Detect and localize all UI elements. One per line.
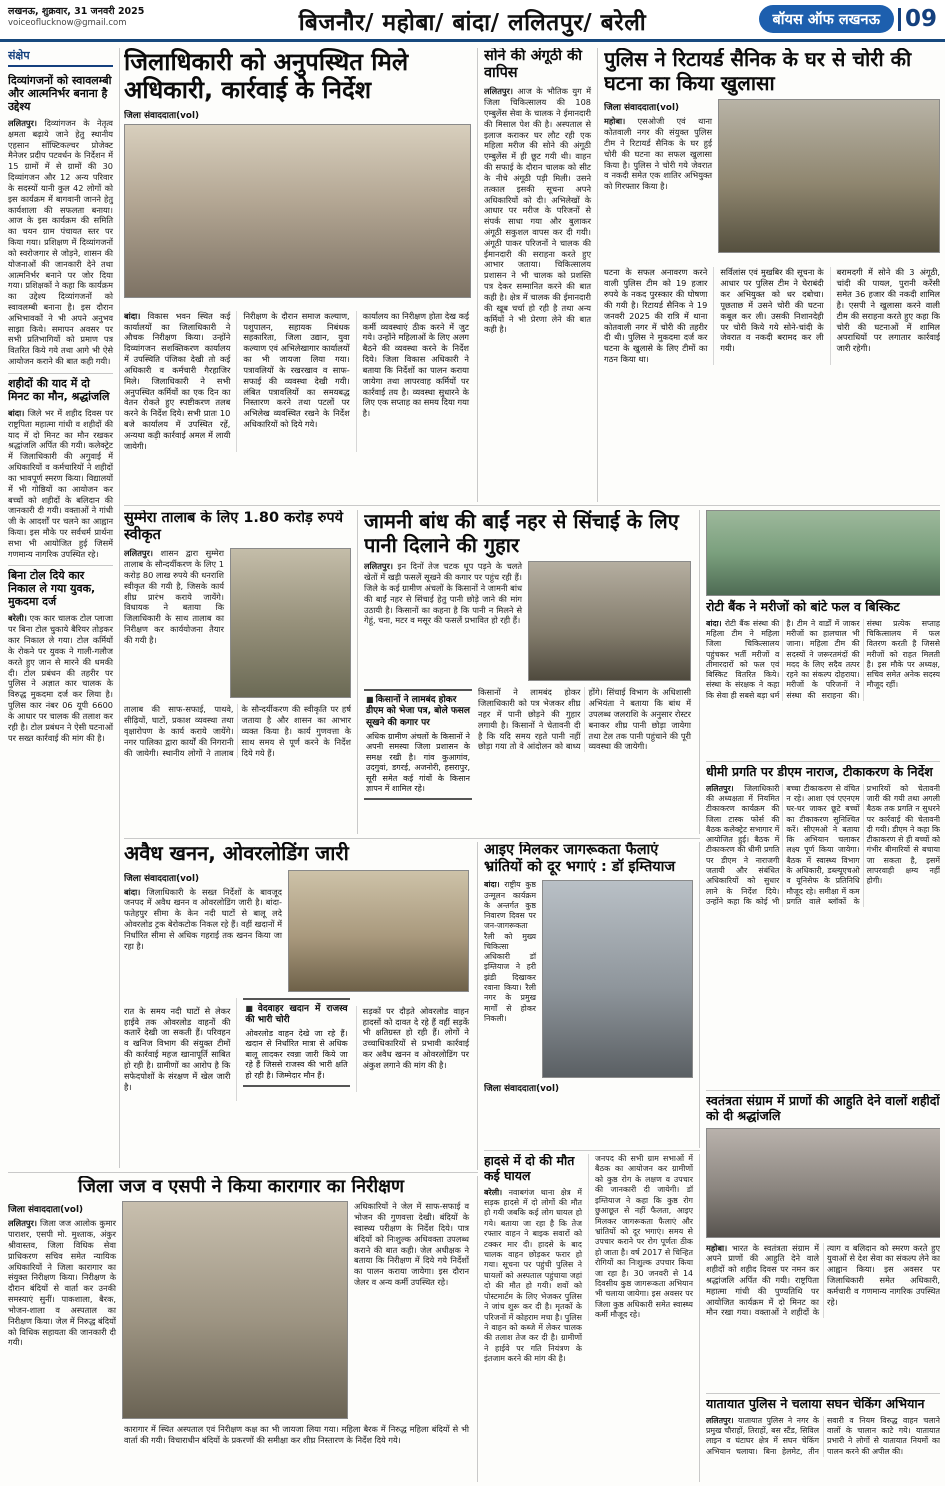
- article-body: बांदा। जिलाधिकारी के सख्त निर्देशों के बावजूद जनपद में अवैध खनन व ओवरलोडिंग जारी है। बांदा-फतेहपुर सीमा के केन नदी घाटों से बालू लदे ओवरलोड ट्रक बेरोकटोक निकल रहे हैं। वहीं खदानों में निर्धारित सीमा से अधिक गहराई तक खनन किया जा रहा है।: [124, 886, 282, 951]
- article-dateline: ललितपुर।: [364, 561, 393, 572]
- divider: [484, 1150, 700, 1151]
- article-headline: धीमी प्रगति पर डीएम नाराज, टीकाकरण के निर्देश: [706, 765, 933, 779]
- article-body: ललितपुर। शासन द्वारा सुम्मेरा तालाब के सौन्दर्यीकरण के लिए 1 करोड़ 80 लाख रुपये की धनराशि स्वीकृत की गयी है, जिसके कार्य शीघ्र प्रारंभ कराये जायेंगे। विधायक ने बताया कि जिलाधिकारी के साथ तालाब का निरीक्षण कर कार्ययोजना तैयार की गयी है।: [124, 548, 224, 645]
- article-dateline: ललितपुर।: [484, 86, 513, 97]
- photo-mining-trucks: [288, 870, 469, 992]
- article-lead-col: [604, 99, 712, 192]
- article-vaccination: [706, 765, 940, 1087]
- article-martyrs-tribute: [706, 1094, 940, 1390]
- region-strip: बिजनौर/ महोबा/ बांदा/ ललितपुर/ बरेली: [298, 10, 647, 36]
- page-number: 09: [898, 8, 937, 31]
- photo-tribute-meeting: [706, 1128, 940, 1238]
- article-traffic-checking: [706, 1397, 940, 1482]
- article-headline: जिलाधिकारी को अनुपस्थित मिले अधिकारी, कार्रवाई के निर्देश: [124, 48, 409, 105]
- brief-body: बरेली। एक कार चालक टोल प्लाजा पर बिना टोल चुकाये बैरियर तोड़कर कार निकाल ले गया। टोल कर्मियों के रोकने पर युवक ने गाली-गलौज करते हुए जान से मारने की धमकी दी। टोल प्रबंधन की तहरीर पर पुलिस ने अज्ञात कार चालक के विरुद्ध मुकदमा दर्ज कर लिया है। पुलिस कार नंबर 06 यूपी 6600 के आधार पर चालक की तलाश कर रही है। टोल प्रबंधन ने ऐसी घटनाओं पर सख्त कार्रवाई की मांग की है।: [8, 613, 113, 743]
- divider: [706, 761, 940, 762]
- article-lead-col: [8, 1201, 116, 1348]
- highlight-body: अधिक ग्रामीण अंचलों के किसानों ने अपनी समस्या जिला प्रशासन के समक्ष रखी है। गांव कुआगांव, उदगुवां, डगरई, अजनोरी, हसरापुर, सूरी समेत कई गांवों के किसान ज्ञापन में शामिल रहे।: [366, 731, 470, 793]
- square-bullet-icon: ■: [245, 1003, 256, 1013]
- article-body: ललितपुर। यातायात पुलिस ने नगर के प्रमुख चौराहों, तिराहों, बस स्टैंड, सिविल लाइन व घंटाघर क्षेत्र में सघन चेकिंग अभियान चलाया। बिना हेलमेट, तीन सवारी व नियम विरुद्ध वाहन चलाने वालों के चालान काटे गये। यातायात प्रभारी ने लोगों से यातायात नियमों का पालन करने की अपील की।: [706, 1415, 940, 1456]
- photo-police-team: [718, 99, 940, 253]
- article-headline: सोने की अंगूठी की वापिस: [484, 48, 582, 82]
- brief-item: [8, 71, 113, 374]
- article-body-col: अधिकारियों ने जेल में साफ-सफाई व भोजन की गुणवत्ता देखी। बंदियों के स्वास्थ्य परीक्षण के निर्देश दिये। पात्र बंदियों को निःशुल्क अधिवक्ता उपलब्ध कराने की बात कही। जेल अधीक्षक ने बताया कि निरीक्षण में दिये गये निर्देशों का पालन कराया जायेगा। इस दौरान जेलर व अन्य कर्मी उपस्थित रहे।: [354, 1201, 469, 1288]
- photo-awareness-rally: [542, 880, 693, 1078]
- highlight-title: ■ वेदवाहर खदान में राजस्व की भारी चोरी: [245, 1003, 348, 1025]
- article-dateline: बरेली।: [484, 1187, 503, 1197]
- article-body-col: बरामदगी में सोने की 3 अंगूठी, चांदी की पायल, पुरानी करेंसी समेत 36 हजार की नकदी शामिल है। एसपी ने खुलासा करने वाली टीम की सराहना करते हुए कहा कि चोरी की घटनाओं में शामिल अपराधियों पर लगातार कार्रवाई जारी रहेगी।: [830, 267, 940, 364]
- article-headline: अवैध खनन, ओवरलोडिंग जारी: [124, 842, 349, 865]
- article-gold-ring: [484, 48, 598, 502]
- byline: जिला संवाददाता(vol): [124, 110, 199, 121]
- photo-pond-visit: [230, 548, 351, 698]
- article-dateline: ललितपुर।: [706, 1415, 734, 1425]
- article-headline: रोटी बैंक ने मरीजों को बांटे फल व बिस्किट: [706, 599, 900, 614]
- photo-roti-bank: [706, 510, 940, 596]
- article-body: ललितपुर। जिलाधिकारी की अध्यक्षता में नियमित टीकाकरण कार्यक्रम की जिला टास्क फोर्स की बैठक कलेक्ट्रेट सभागार में आयोजित हुई। बैठक में टीकाकरण की धीमी प्रगति पर डीएम ने नाराजगी जतायी और संबंधित अधिकारियों को सुधार लाने के निर्देश दिये। उन्होंने कहा कि कोई भी बच्चा टीकाकरण से वंचित न रहे। आशा एवं एएनएम घर-घर जाकर छूटे बच्चों का टीकाकरण सुनिश्चित करें। सीएमओ ने बताया कि अभियान चलाकर लक्ष्य पूर्ण किया जायेगा। बैठक में स्वास्थ्य विभाग के अधिकारी, डब्ल्यूएचओ व यूनिसेफ के प्रतिनिधि मौजूद रहे। समीक्षा में कम प्रगति वाले ब्लॉकों के प्रभारियों को चेतावनी जारी की गयी तथा अगली बैठक तक प्रगति न सुधरने पर कार्रवाई की चेतावनी दी गयी। डीएम ने कहा कि टीकाकरण से ही बच्चों को गंभीर बीमारियों से बचाया जा सकता है, इसमें लापरवाही क्षम्य नहीं होगी।: [706, 783, 940, 906]
- article-awareness-continued: [588, 1154, 693, 1321]
- article-body: ललितपुर। आज के भौतिक युग में जिला चिकित्सालय की 108 एम्बुलेंस सेवा के चालक ने ईमानदारी की मिसाल पेश की है। अस्पताल से इलाज कराकर घर लौट रही एक महिला मरीज की सोने की अंगूठी एम्बुलेंस में ही छूट गयी थी। वाहन की सफाई के दौरान चालक को सीट के नीचे अंगूठी पड़ी मिली। उसने तत्काल इसकी सूचना अपने अधिकारियों को दी। अभिलेखों के आधार पर मरीज के परिजनों से संपर्क साधा गया और बुलाकर अंगूठी सकुशल वापस कर दी गयी। अंगूठी पाकर परिजनों ने चालक की ईमानदारी की सराहना करते हुए आभार जताया। चिकित्सालय प्रशासन ने भी चालक को प्रशस्ति पत्र देकर सम्मानित करने की बात कही है। क्षेत्र में चालक की ईमानदारी की खूब चर्चा हो रही है तथा अन्य कर्मियों ने भी प्रेरणा लेने की बात कही है।: [484, 86, 591, 335]
- article-headline: जामनी बांध की बाईं नहर से सिंचाई के लिए पानी दिलाने की गुहार: [364, 510, 679, 557]
- square-bullet-icon: ■: [366, 695, 374, 705]
- brief-dateline: ललितपुर।: [8, 117, 37, 128]
- article-dateline: ललितपुर।: [706, 783, 734, 793]
- brief-body: बांदा। जिले भर में शहीद दिवस पर राष्ट्रपिता महात्मा गांधी व शहीदों की याद में दो मिनट का मौन रखकर श्रद्धांजलि अर्पित की गयी। कलेक्ट्रेट में जिलाधिकारी की अगुवाई में अधिकारियों व कर्मचारियों ने शहीदों का भावपूर्ण स्मरण किया। विद्यालयों में भी गोष्ठियों का आयोजन कर बच्चों को शहीदों के बलिदान की जानकारी दी गयी। वक्ताओं ने गांधी जी के आदर्शों पर चलने का आह्वान किया। इस मौके पर सर्वधर्म प्रार्थना सभा भी आयोजित हुई जिसमें गणमान्य नागरिक उपस्थित रहे।: [8, 407, 113, 559]
- masthead-logo: बॉयस ऑफ लखनऊ: [759, 5, 894, 33]
- article-police-theft: [604, 48, 940, 502]
- article-headline: स्वतंत्रता संग्राम में प्राणों की आहुति देने वालों शहीदों को दी श्रद्धांजलि: [706, 1094, 940, 1123]
- article-dateline: बांदा।: [124, 310, 141, 321]
- date-text: लखनऊ, शुक्रवार, 31 जनवरी 2025: [8, 6, 145, 17]
- photo-office-inspection: [124, 124, 471, 298]
- brief-item: [8, 374, 113, 567]
- brief-headline: शहीदों की याद में दो मिनट का मौन, श्रद्धांजलि: [8, 376, 110, 403]
- article-body-cont: कारागार में स्थित अस्पताल एवं निरीक्षण कक्ष का भी जायजा लिया गया। महिला बैरक में निरुद्ध महिला बंदियों से भी वार्ता की गयी। विचाराधीन बंदियों के प्रकरणों की समीक्षा कर शीघ्र निस्तारण के निर्देश दिये गये।: [124, 1424, 469, 1446]
- article-body: ललितपुर। जिला जज आलोक कुमार पाराशर, एसपी मो. मुश्ताक, अंकुर श्रीवास्तव, जिला विधिक सेवा प्राधिकरण सचिव समेत न्यायिक अधिकारियों ने जिला कारागार का संयुक्त निरीक्षण किया। निरीक्षण के दौरान बंदियों से वार्ता कर उनकी समस्याएं सुनीं। पाकशाला, बैरक, भोजन-शाला व अस्पताल का निरीक्षण किया। जेल में निरुद्ध बंदियों को विधिक सहायता की जानकारी दी गयी।: [8, 1218, 116, 1348]
- brief-dateline: बांदा।: [8, 407, 25, 418]
- byline: जिला संवाददाता(vol): [484, 1084, 559, 1095]
- divider: [706, 1090, 940, 1091]
- highlight-box: [236, 998, 349, 1101]
- brief-body: ललितपुर। दिव्यांगजन के नेतृत्व क्षमता बढ़ाये जाने हेतु स्थानीय एहसान सॉफ्टिकल्चर प्रोजेक्ट मैनेजर प्रदीप पटवर्धन के निर्देशन में 15 ग्रामों में से ग्रामों की 30 दिव्यांगजन और 12 अन्य परिवार के सदस्यों यानी कुल 42 लोगों को इस कार्यक्रम में बागवानी जानने हेतु कार्यशाला की सफलता बनाया। आज के इस कार्यक्रम की समिति का चयन ग्राम पंचायत स्तर पर किया गया। प्रशिक्षण में दिव्यांगजनों को स्वरोजगार से जोड़ने, शासन की योजनाओं की जानकारी देने तथा आत्मनिर्भर बनाने पर जोर दिया गया। प्रशिक्षकों ने कहा कि कार्यक्रम का उद्देश्य दिव्यांगजनों को स्वावलम्बी बनाना है। इस दौरान अभिभावकों ने भी अपने अनुभव साझा किये। समापन अवसर पर सभी प्रतिभागियों को प्रमाण पत्र वितरित किये गये तथा आगे भी ऐसे आयोजन कराने की बात कही गयी।: [8, 117, 113, 367]
- highlight-title: ■ किसानों ने लामबंद होकर डीएम को भेजा पत्र, बोले फसल सूखने की कगार पर: [366, 695, 470, 728]
- article-dateline: बांदा।: [124, 886, 141, 897]
- article-body-col: निरीक्षण के दौरान समाज कल्याण, पशुपालन, सहायक निबंधक सहकारिता, जिला उद्यान, युवा कल्याण एवं अभिलेखागार कार्यालयों का भी जायजा लिया गया। पत्रावलियों के रखरखाव व साफ-सफाई की व्यवस्था देखी गयी। लंबित पत्रावलियों का समयबद्ध निस्तारण करने तथा पटलों पर अभिलेख व्यवस्थित रखने के निर्देश अधिकारियों को दिये गये।: [236, 311, 349, 452]
- photo-farmers-group: [528, 561, 691, 681]
- article-body: महोबा। एसओजी एवं थाना कोतवाली नगर की संयुक्त पुलिस टीम ने रिटायर्ड सैनिक के घर हुई चोरी की घटना का सफल खुलासा किया है। पुलिस ने चोरी गये जेवरात व नकदी समेत एक शातिर अभियुक्त को गिरफ्तार किया है।: [604, 116, 713, 192]
- article-roti-bank: [706, 510, 940, 758]
- article-illegal-mining: [124, 842, 478, 1170]
- article-body: महोबा। भारत के स्वतंत्रता संग्राम में अपने प्राणों की आहुति देने वाले शहीदों को शहीद दिवस पर नमन कर श्रद्धांजलि अर्पित की गयी। राष्ट्रपिता महात्मा गांधी की पुण्यतिथि पर आयोजित कार्यक्रम में दो मिनट का मौन रखा गया। वक्ताओं ने शहीदों के त्याग व बलिदान को स्मरण करते हुए युवाओं से देश सेवा का संकल्प लेने का आह्वान किया। इस अवसर पर जिलाधिकारी समेत अधिकारी, कर्मचारी व गणमान्य नागरिक उपस्थित रहे।: [706, 1242, 940, 1318]
- article-dm-inspection: [124, 48, 478, 502]
- article-body: बरेली। नवाबगंज थाना क्षेत्र में सड़क हादसे में दो लोगों की मौत हो गयी जबकि कई लोग घायल हो गये। बताया जा रहा है कि तेज रफ्तार वाहन ने बाइक सवारों को टक्कर मार दी। हादसे के बाद चालक वाहन छोड़कर फरार हो गया। सूचना पर पहुंची पुलिस ने घायलों को अस्पताल पहुंचाया जहां दो की मौत हो गयी। शवों को पोस्टमार्टम के लिए भेजकर पुलिस ने जांच शुरू कर दी है। मृतकों के परिजनों में कोहराम मचा है। पुलिस ने वाहन को कब्जे में लेकर चालक की तलाश तेज कर दी है। ग्रामीणों ने हाईवे पर गति नियंत्रण के इंतजाम करने की मांग की है।: [484, 1187, 582, 1364]
- masthead-block: [759, 5, 938, 33]
- byline: जिला संवाददाता(vol): [8, 1205, 83, 1216]
- byline: जिला संवाददाता(vol): [604, 103, 679, 114]
- article-body: बांदा। रोटी बैंक संस्था की महिला टीम ने महिला जिला चिकित्सालय पहुंचकर भर्ती मरीजों व तीमारदारों को फल एवं बिस्किट वितरित किये। संस्था के संरक्षक ने कहा कि सेवा ही सबसे बड़ा धर्म है। टीम ने वार्डों में जाकर मरीजों का हालचाल भी जाना। महिला टीम की सदस्यों ने जरूरतमंदों की मदद के लिए सदैव तत्पर रहने का संकल्प दोहराया। मरीजों के परिजनों ने संस्था की सराहना की। संस्था प्रत्येक सप्ताह चिकित्सालय में फल वितरण करती है जिससे मरीजों को राहत मिलती है। इस मौके पर अध्यक्ष, सचिव समेत अनेक सदस्य मौजूद रहीं।: [706, 618, 940, 700]
- brief-sidebar: [8, 48, 120, 1168]
- article-body-col: सर्विलांस एवं मुखबिर की सूचना के आधार पर पुलिस टीम ने घेराबंदी कर अभियुक्त को धर दबोचा। पूछताछ में उसने चोरी की घटना कबूल कर ली। उसकी निशानदेही पर चोरी किये गये सोने-चांदी के जेवरात व नकदी बरामद कर ली गयी।: [713, 267, 823, 364]
- article-body: ललितपुर। इन दिनों तेज चटक धूप पड़ने के चलते खेतों में खड़ी फसलें सूखने की कगार पर पहुंच रही हैं। जिले के कई ग्रामीण अंचलों के किसानों ने जामनी बांध की बाईं नहर से सिंचाई हेतु पानी छोड़े जाने की मांग उठायी है। किसानों का कहना है कि पानी न मिलने से गेहूं, चना, मटर व मसूर की फसलें प्रभावित हो रही हैं।: [364, 561, 522, 626]
- article-accident: [484, 1154, 582, 1365]
- bottom-middle-block: [484, 1154, 700, 1482]
- article-body-cont: किसानों ने लामबंद होकर जिलाधिकारी को पत्र भेजकर शीघ्र नहर में पानी छोड़ने की गुहार लगायी है। किसानों ने चेतावनी दी है कि यदि समय रहते पानी नहीं छोड़ा गया तो वे आंदोलन को बाध्य होंगे। सिंचाई विभाग के अधिशासी अभियंता ने बताया कि बांध में उपलब्ध जलराशि के अनुसार रोस्टर बनाकर शीघ्र पानी छोड़ा जायेगा तथा टेल तक पानी पहुंचाने की पूरी व्यवस्था की जायेगी।: [478, 687, 691, 752]
- article-body-col: सड़कों पर दौड़ते ओवरलोड वाहन हादसों को दावत दे रहे हैं वहीं सड़कें भी क्षतिग्रस्त हो रही हैं। लोगों ने उच्चाधिकारियों से प्रभावी कार्रवाई कर अवैध खनन व ओवरलोडिंग पर अंकुश लगाने की मांग की है।: [356, 1006, 469, 1093]
- article-headline: पुलिस ने रिटायर्ड सैनिक के घर से चोरी की घटना का किया खुलासा: [604, 48, 912, 95]
- brief-headline: बिना टोल दिये कार निकाल ले गया युवक, मुकदमा दर्ज: [8, 569, 96, 609]
- article-body-col: घटना के सफल अनावरण करने वाली पुलिस टीम को 19 हजार रुपये के नकद पुरस्कार की घोषणा की गयी है। रिटायर्ड सैनिक ने 19 जनवरी 2025 की रात्रि में थाना कोतवाली नगर में चोरी की तहरीर दी थी। पुलिस ने मुकदमा दर्ज कर घटना के खुलासे के लिए टीमों का गठन किया था।: [604, 267, 708, 364]
- email-text: voiceoflucknow@gmail.com: [8, 18, 127, 29]
- divider: [706, 1393, 940, 1394]
- brief-dateline: बरेली।: [8, 613, 27, 624]
- article-dateline: महोबा।: [604, 116, 626, 127]
- article-dateline: बांदा।: [484, 880, 500, 890]
- divider: [8, 1172, 478, 1173]
- article-dateline: बांदा।: [706, 618, 722, 628]
- article-leprosy-awareness: [484, 842, 700, 1148]
- article-body-col: बांदा। विकास भवन स्थित कई कार्यालयों का जिलाधिकारी ने औचक निरीक्षण किया। उन्होंने दिव्यांगजन सशक्तिकरण कार्यालय में उपस्थिति पंजिका देखी तो कई अधिकारी व कर्मचारी गैरहाजिर मिले। जिलाधिकारी ने सभी अनुपस्थित कर्मियों का एक दिन का वेतन रोकते हुए स्पष्टीकरण तलब करने के निर्देश दिये। सभी प्रातः 10 बजे कार्यालय में उपस्थित रहें, अन्यथा कड़ी कार्रवाई अमल में लायी जायेगी।: [124, 310, 231, 451]
- divider: [124, 838, 700, 839]
- article-pond-funds: [124, 510, 358, 834]
- article-body: बांदा। राष्ट्रीय कुष्ठ उन्मूलन कार्यक्रम के अन्तर्गत कुष्ठ निवारण दिवस पर जन-जागरूकता रैली को मुख्य चिकित्सा अधिकारी डॉ इम्तियाज ने हरी झंडी दिखाकर रवाना किया। रैली नगर के प्रमुख मार्गों से होकर निकली।: [484, 880, 536, 1023]
- article-headline: सुम्मेरा तालाब के लिए 1.80 करोड़ रुपये स्वीकृत: [124, 510, 344, 544]
- article-body-col: कार्यालय का निरीक्षण होता देख कई कर्मी व्यवस्थाएं ठीक करने में जुट गये। उन्होंने महिलाओं के लिए अलग बैठने की व्यवस्था करने के निर्देश दिये। जिला विकास अधिकारी ने बताया कि निर्देशों का पालन कराया जायेगा तथा लापरवाह कर्मियों पर कार्रवाई तय है। व्यवस्था सुधारने के लिए एक सप्ताह का समय दिया गया है।: [356, 311, 469, 452]
- article-headline: जिला जज व एसपी ने किया कारागार का निरीक्षण: [78, 1176, 405, 1197]
- brief-section-title: संक्षेप: [8, 48, 113, 67]
- divider: [124, 505, 940, 506]
- photo-jail-inspection: [122, 1201, 348, 1419]
- article-body-cont: तालाब की साफ-सफाई, पाथवे, सीढ़ियों, घाटों, प्रकाश व्यवस्था तथा वृक्षारोपण के कार्य कराये जायेंगे। नगर पालिका द्वारा कार्यों की निगरानी की जायेगी। स्थानीय लोगों ने तालाब के सौन्दर्यीकरण की स्वीकृति पर हर्ष जताया है और शासन का आभार व्यक्त किया है। कार्य गुणवत्ता के साथ समय से पूर्ण करने के निर्देश दिये गये हैं।: [124, 704, 351, 758]
- article-canal-plea: [364, 510, 700, 834]
- highlight-body: ओवरलोड वाहन देखे जा रहे हैं। खदान से निर्धारित मात्रा से अधिक बालू लादकर रवन्ना जारी किये जा रहे हैं जिससे राजस्व की भारी क्षति हो रही है। जिम्मेदार मौन हैं।: [245, 1029, 348, 1080]
- article-headline: हादसे में दो की मौत कई घायल: [484, 1154, 575, 1183]
- byline: जिला संवाददाता(vol): [124, 873, 199, 884]
- article-body-cont: जनपद की सभी ग्राम सभाओं में बैठक का आयोजन कर ग्रामीणों को कुष्ठ रोग के लक्षण व उपचार की जानकारी दी जायेगी। डॉ इम्तियाज ने कहा कि कुष्ठ रोग छुआछूत से नहीं फैलता, आइए मिलकर जागरूकता फैलाएं और भ्रांतियों को दूर भगाएं। समय से उपचार कराने पर रोग पूर्णतः ठीक हो जाता है। वर्ष 2017 से चिन्हित रोगियों का निःशुल्क उपचार किया जा रहा है। 30 जनवरी से 14 दिवसीय कुष्ठ जागरूकता अभियान भी चलाया जायेगा। इस अवसर पर जिला कुष्ठ अधिकारी समेत स्वास्थ्य कर्मी मौजूद रहे।: [595, 1154, 693, 1320]
- brief-item: [8, 566, 113, 749]
- article-dateline: ललितपुर।: [8, 1218, 37, 1229]
- article-lead-col: [124, 870, 282, 952]
- highlight-box: [364, 689, 472, 800]
- brief-headline: दिव्यांगजनों को स्वावलम्बी और आत्मनिर्भर बनाना है उद्देश्य: [8, 74, 112, 113]
- article-jail-inspection: [8, 1176, 478, 1482]
- article-headline: आइए मिलकर जागरूकता फैलाएं भ्रांतियों को दूर भगाएं : डॉ इम्तियाज: [484, 842, 676, 876]
- article-dateline: महोबा।: [706, 1242, 728, 1253]
- article-body-col: रात के समय नदी घाटों से लेकर हाईवे तक ओवरलोड वाहनों की कतारें देखी जा सकती हैं। परिवहन व खनिज विभाग की संयुक्त टीमों की कार्रवाई महज खानापूर्ति साबित हो रही है। ग्रामीणों का आरोप है कि सफेदपोशों के संरक्षण में खेल जारी है।: [124, 1005, 231, 1092]
- article-dateline: ललितपुर।: [124, 548, 153, 559]
- page-header: [0, 0, 945, 42]
- article-headline: यातायात पुलिस ने चलाया सघन चेकिंग अभियान: [706, 1397, 925, 1411]
